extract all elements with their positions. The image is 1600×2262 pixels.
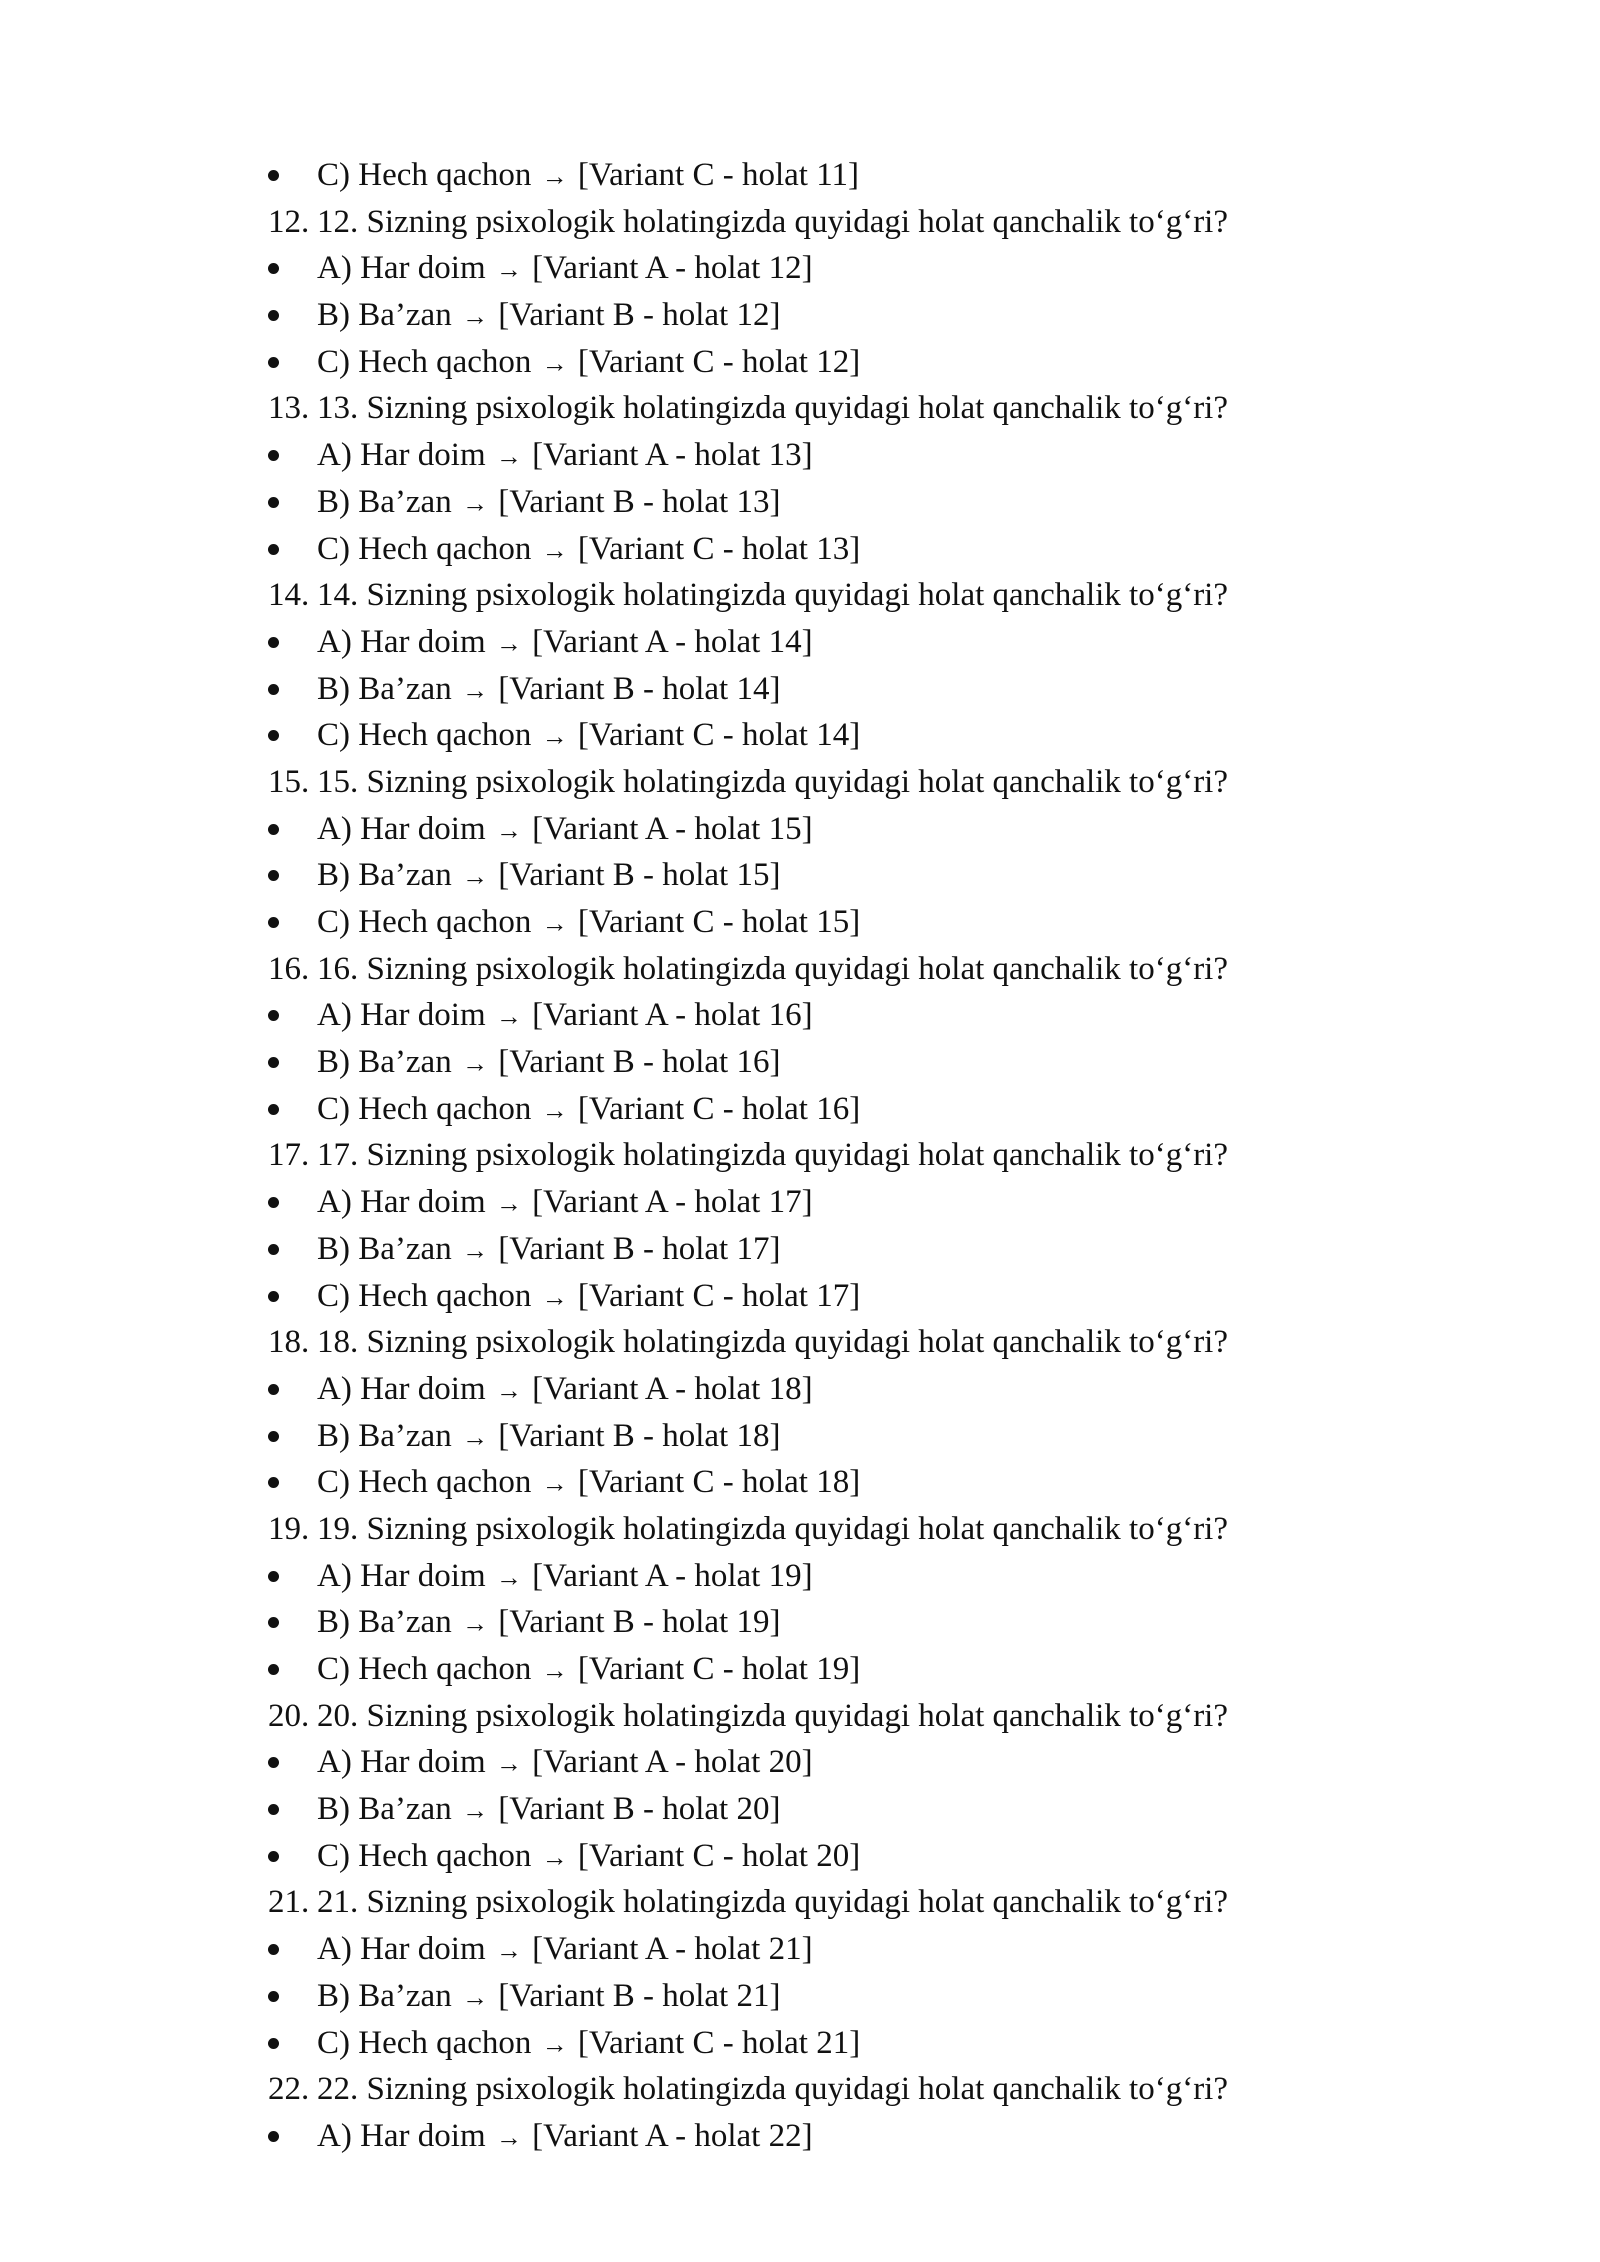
arrow-right-icon: → — [495, 1936, 522, 1966]
bullet-icon — [268, 824, 279, 835]
option-variant: [Variant A - holat 19] — [532, 1557, 813, 1594]
arrow-right-icon: → — [461, 862, 488, 892]
option-text — [317, 1273, 860, 1322]
arrow-right-icon: → — [461, 1982, 488, 2012]
option-label: A) Har doim — [317, 1557, 486, 1594]
bullet-icon — [268, 1431, 279, 1442]
bullet-icon — [268, 2131, 279, 2142]
answer-option — [0, 666, 1600, 713]
option-text — [317, 152, 859, 201]
answer-option — [0, 1926, 1600, 1973]
option-text — [317, 1786, 780, 1835]
option-label: A) Har doim — [317, 1370, 486, 1407]
option-variant: [Variant A - holat 16] — [532, 997, 813, 1034]
arrow-right-icon: → — [541, 1469, 568, 1499]
question-text: 18. Sizning psixologik holatingizda quyidagi holat qanchalik to‘g‘ri? — [317, 1324, 1228, 1361]
option-label: C) Hech qachon — [317, 343, 532, 380]
question-line — [0, 2066, 1600, 2113]
option-variant: [Variant A - holat 14] — [532, 623, 813, 660]
option-label: C) Hech qachon — [317, 1651, 532, 1687]
arrow-right-icon: → — [541, 1095, 568, 1125]
option-variant: [Variant B - holat 13] — [498, 483, 781, 520]
bullet-icon — [268, 1664, 279, 1675]
arrow-right-icon: → — [541, 722, 568, 752]
arrow-right-icon: → — [495, 628, 522, 658]
option-text — [317, 1833, 860, 1882]
option-label: B) Ba’zan — [317, 1791, 452, 1828]
answer-option — [0, 152, 1600, 199]
question-line — [0, 572, 1600, 619]
arrow-right-icon: → — [495, 2122, 522, 2152]
answer-option — [0, 2113, 1600, 2160]
option-text — [317, 1739, 813, 1788]
option-label: B) Ba’zan — [317, 1230, 452, 1267]
answer-option — [0, 1459, 1600, 1506]
option-text — [317, 339, 860, 388]
bullet-icon — [268, 1571, 279, 1582]
option-label: A) Har doim — [317, 437, 486, 474]
option-variant: [Variant B - holat 18] — [498, 1417, 781, 1454]
bullet-icon — [268, 1244, 279, 1255]
option-label: B) Ba’zan — [317, 857, 452, 894]
arrow-right-icon: → — [495, 1002, 522, 1032]
answer-option — [0, 1366, 1600, 1413]
question-text: 17. Sizning psixologik holatingizda quyidagi holat qanchalik to‘g‘ri? — [317, 1137, 1228, 1174]
question-number: 18. — [268, 1324, 310, 1361]
bullet-icon — [268, 917, 279, 928]
option-label: A) Har doim — [317, 997, 486, 1034]
option-variant: [Variant C - holat 11] — [577, 157, 859, 193]
bullet-icon — [268, 1384, 279, 1395]
answer-option — [0, 1039, 1600, 1086]
bullet-icon — [268, 497, 279, 508]
bullet-icon — [268, 1617, 279, 1628]
answer-option — [0, 339, 1600, 386]
option-variant: [Variant A - holat 18] — [532, 1370, 813, 1407]
answer-option — [0, 992, 1600, 1039]
option-text — [317, 712, 860, 761]
option-label: B) Ba’zan — [317, 1604, 452, 1641]
answer-option — [0, 292, 1600, 339]
option-label: A) Har doim — [317, 1744, 486, 1781]
answer-option — [0, 1599, 1600, 1646]
question-number: 15. — [268, 763, 310, 800]
answer-option — [0, 619, 1600, 666]
answer-option — [0, 1833, 1600, 1880]
bullet-icon — [268, 870, 279, 881]
question-number: 20. — [268, 1697, 310, 1734]
arrow-right-icon: → — [541, 348, 568, 378]
question-text: 15. Sizning psixologik holatingizda quyidagi holat qanchalik to‘g‘ri? — [317, 763, 1228, 800]
question-line — [0, 199, 1600, 246]
option-variant: [Variant A - holat 22] — [532, 2117, 813, 2154]
question-line — [0, 759, 1600, 806]
option-variant: [Variant C - holat 13] — [577, 530, 861, 567]
bullet-icon — [268, 263, 279, 274]
question-number: 13. — [268, 390, 310, 427]
option-text — [317, 1459, 860, 1508]
question-number: 12. — [268, 203, 310, 240]
option-text — [317, 1646, 860, 1695]
bullet-icon — [268, 1291, 279, 1302]
question-number: 14. — [268, 577, 310, 614]
option-variant: [Variant B - holat 16] — [498, 1044, 781, 1081]
bullet-icon — [268, 1944, 279, 1955]
answer-option — [0, 1553, 1600, 1600]
option-label: C) Hech qachon — [317, 1090, 532, 1127]
option-text — [317, 1226, 780, 1275]
bullet-icon — [268, 170, 279, 181]
answer-option — [0, 1646, 1600, 1693]
bullet-icon — [268, 637, 279, 648]
option-variant: [Variant B - holat 17] — [498, 1230, 781, 1267]
option-label: C) Hech qachon — [317, 2024, 532, 2061]
answer-option — [0, 432, 1600, 479]
question-text: 21. Sizning psixologik holatingizda quyidagi holat qanchalik to‘g‘ri? — [317, 1884, 1228, 1921]
option-label: B) Ba’zan — [317, 1417, 452, 1454]
option-label: C) Hech qachon — [317, 1837, 532, 1874]
arrow-right-icon: → — [495, 255, 522, 285]
bullet-icon — [268, 1197, 279, 1208]
arrow-right-icon: → — [461, 1422, 488, 1452]
question-text: 19. Sizning psixologik holatingizda quyidagi holat qanchalik to‘g‘ri? — [317, 1510, 1228, 1547]
arrow-right-icon: → — [541, 909, 568, 938]
option-variant: [Variant C - holat 14] — [577, 717, 861, 754]
option-variant: [Variant B - holat 15] — [498, 857, 781, 894]
bullet-icon — [268, 1804, 279, 1815]
option-label: C) Hech qachon — [317, 1277, 532, 1314]
arrow-right-icon: → — [461, 302, 488, 332]
answer-option — [0, 1226, 1600, 1273]
question-number: 22. — [268, 2071, 310, 2108]
bullet-icon — [268, 1991, 279, 2002]
option-variant: [Variant C - holat 20] — [577, 1837, 861, 1874]
answer-option — [0, 899, 1600, 946]
option-text — [317, 1553, 813, 1602]
option-text — [317, 526, 860, 575]
question-line — [0, 1319, 1600, 1366]
question-number: 19. — [268, 1510, 310, 1547]
option-variant: [Variant B - holat 12] — [498, 297, 781, 334]
option-variant: [Variant C - holat 12] — [577, 343, 861, 380]
answer-option — [0, 852, 1600, 899]
option-variant: [Variant A - holat 12] — [532, 250, 813, 287]
question-line — [0, 1693, 1600, 1740]
answer-option — [0, 806, 1600, 853]
bullet-icon — [268, 310, 279, 321]
option-text — [317, 666, 780, 715]
answer-option — [0, 526, 1600, 573]
option-label: A) Har doim — [317, 2117, 486, 2154]
arrow-right-icon: → — [495, 815, 522, 845]
option-variant: [Variant C - holat 18] — [577, 1464, 861, 1501]
option-label: B) Ba’zan — [317, 670, 452, 707]
option-variant: [Variant C - holat 16] — [577, 1090, 861, 1127]
option-text — [317, 806, 813, 855]
option-text — [317, 1039, 780, 1088]
arrow-right-icon: → — [541, 162, 568, 191]
answer-option — [0, 1086, 1600, 1133]
arrow-right-icon: → — [461, 675, 488, 705]
bullet-icon — [268, 730, 279, 741]
bullet-icon — [268, 544, 279, 555]
option-text — [317, 2020, 860, 2069]
option-variant: [Variant A - holat 13] — [532, 437, 813, 474]
arrow-right-icon: → — [495, 1375, 522, 1405]
option-label: A) Har doim — [317, 810, 486, 847]
arrow-right-icon: → — [495, 442, 522, 472]
option-text — [317, 292, 780, 341]
question-text: 22. Sizning psixologik holatingizda quyidagi holat qanchalik to‘g‘ri? — [317, 2071, 1228, 2108]
arrow-right-icon: → — [541, 1656, 568, 1685]
option-text — [317, 1366, 813, 1415]
option-text — [317, 1926, 813, 1975]
arrow-right-icon: → — [461, 1796, 488, 1826]
answer-option — [0, 1973, 1600, 2020]
arrow-right-icon: → — [495, 1749, 522, 1779]
option-label: B) Ba’zan — [317, 297, 452, 334]
answer-option — [0, 2020, 1600, 2067]
bullet-icon — [268, 1477, 279, 1488]
question-line — [0, 1506, 1600, 1553]
option-variant: [Variant A - holat 20] — [532, 1744, 813, 1781]
arrow-right-icon: → — [541, 2029, 568, 2059]
bullet-icon — [268, 684, 279, 695]
option-label: C) Hech qachon — [317, 904, 532, 940]
question-number: 21. — [268, 1884, 310, 1921]
bullet-icon — [268, 2038, 279, 2049]
option-variant: [Variant C - holat 19] — [577, 1651, 861, 1687]
option-text — [317, 1086, 860, 1135]
option-variant: [Variant C - holat 15] — [577, 904, 861, 940]
option-label: B) Ba’zan — [317, 1977, 452, 2014]
option-variant: [Variant B - holat 19] — [498, 1604, 781, 1641]
bullet-icon — [268, 450, 279, 461]
option-label: A) Har doim — [317, 1184, 486, 1221]
option-label: C) Hech qachon — [317, 1464, 532, 1501]
question-number: 17. — [268, 1137, 310, 1174]
option-variant: [Variant C - holat 21] — [577, 2024, 861, 2061]
option-variant: [Variant C - holat 17] — [577, 1277, 861, 1314]
option-text — [317, 992, 813, 1041]
option-text — [317, 1413, 780, 1462]
question-line — [0, 1879, 1600, 1926]
arrow-right-icon: → — [495, 1562, 522, 1592]
option-text — [317, 432, 813, 481]
option-variant: [Variant B - holat 21] — [498, 1977, 781, 2014]
option-label: C) Hech qachon — [317, 530, 532, 567]
answer-option — [0, 1786, 1600, 1833]
option-label: A) Har doim — [317, 250, 486, 287]
question-line — [0, 1132, 1600, 1179]
bullet-icon — [268, 1851, 279, 1862]
bullet-icon — [268, 357, 279, 368]
arrow-right-icon: → — [461, 1609, 488, 1639]
option-label: C) Hech qachon — [317, 717, 532, 754]
option-variant: [Variant A - holat 17] — [532, 1184, 813, 1221]
arrow-right-icon: → — [461, 488, 488, 518]
question-text: 14. Sizning psixologik holatingizda quyidagi holat qanchalik to‘g‘ri? — [317, 577, 1228, 614]
question-number: 16. — [268, 950, 310, 987]
bullet-icon — [268, 1057, 279, 1068]
option-text — [317, 899, 860, 948]
bullet-icon — [268, 1010, 279, 1021]
option-variant: [Variant B - holat 20] — [498, 1791, 781, 1828]
document-page — [0, 152, 1600, 2160]
option-label: A) Har doim — [317, 623, 486, 660]
option-variant: [Variant A - holat 15] — [532, 810, 813, 847]
question-text: 12. Sizning psixologik holatingizda quyidagi holat qanchalik to‘g‘ri? — [317, 203, 1228, 240]
question-line — [0, 946, 1600, 993]
question-text: 16. Sizning psixologik holatingizda quyidagi holat qanchalik to‘g‘ri? — [317, 950, 1228, 987]
option-text — [317, 1599, 780, 1648]
option-label: C) Hech qachon — [317, 157, 532, 193]
answer-option — [0, 1179, 1600, 1226]
option-text — [317, 1179, 813, 1228]
option-text — [317, 619, 813, 668]
answer-option — [0, 479, 1600, 526]
option-variant: [Variant A - holat 21] — [532, 1931, 813, 1968]
answer-option — [0, 1739, 1600, 1786]
option-label: B) Ba’zan — [317, 1044, 452, 1081]
answer-option — [0, 712, 1600, 759]
option-label: B) Ba’zan — [317, 483, 452, 520]
option-label: A) Har doim — [317, 1931, 486, 1968]
option-text — [317, 1973, 780, 2022]
question-text: 20. Sizning psixologik holatingizda quyidagi holat qanchalik to‘g‘ri? — [317, 1697, 1228, 1734]
option-text — [317, 2113, 813, 2162]
arrow-right-icon: → — [541, 1282, 568, 1312]
answer-option — [0, 1273, 1600, 1320]
question-text: 13. Sizning psixologik holatingizda quyidagi holat qanchalik to‘g‘ri? — [317, 390, 1228, 427]
bullet-icon — [268, 1104, 279, 1115]
question-line — [0, 385, 1600, 432]
answer-option — [0, 1413, 1600, 1460]
arrow-right-icon: → — [461, 1049, 488, 1079]
answer-option — [0, 245, 1600, 292]
option-text — [317, 479, 780, 528]
arrow-right-icon: → — [461, 1235, 488, 1265]
option-text — [317, 852, 780, 901]
bullet-icon — [268, 1757, 279, 1768]
arrow-right-icon: → — [541, 1842, 568, 1872]
option-variant: [Variant B - holat 14] — [498, 670, 781, 707]
option-text — [317, 245, 813, 294]
arrow-right-icon: → — [541, 535, 568, 565]
arrow-right-icon: → — [495, 1189, 522, 1219]
